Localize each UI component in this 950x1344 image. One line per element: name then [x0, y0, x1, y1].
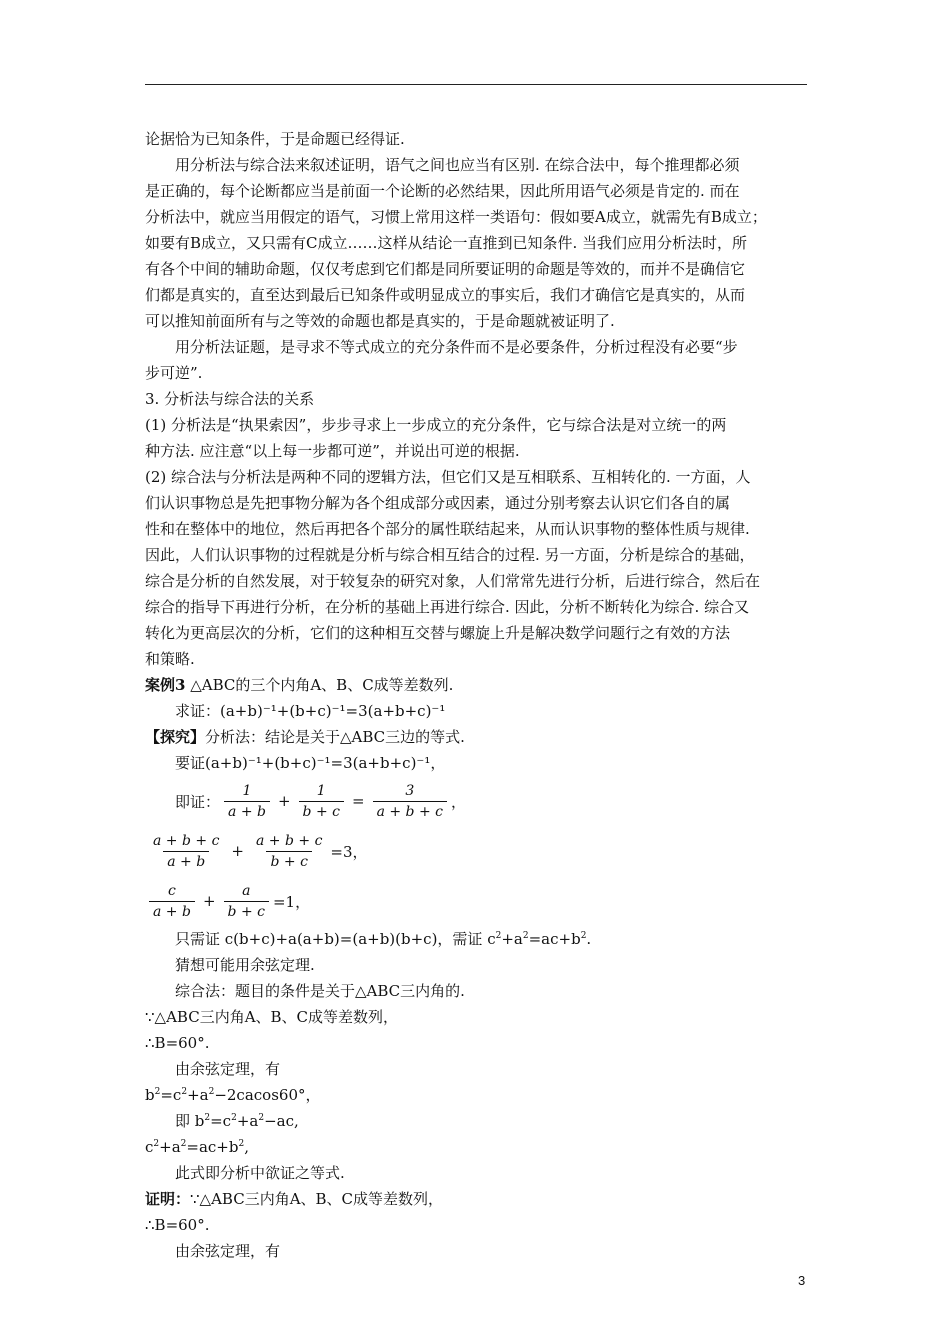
- proof-heading: 证明：∵△ABC三内角A、B、C成等差数列，: [145, 1190, 444, 1208]
- equals-sign: =: [351, 792, 365, 810]
- paragraph-line: 分析法中，就应当用假定的语气，习惯上常用这样一类语句：假如要A成立，就需先有B成立；: [145, 208, 767, 226]
- paragraph-line: 步可逆”.: [145, 364, 203, 382]
- paragraph-line: 性和在整体中的地位，然后再把各个部分的属性联结起来，从而认识事物的整体性质与规律.: [145, 520, 750, 538]
- paragraph-line: 有各个中间的辅助命题，仅仅考虑到它们都是同所要证明的命题是等效的，而并不是确信它: [145, 260, 746, 278]
- fraction-equation-2: [145, 826, 810, 876]
- synthesis-line: 综合法：题目的条件是关于△ABC三内角的.: [175, 982, 465, 1000]
- header-rule: [145, 84, 807, 85]
- therefore-line: ∴B=60°.: [145, 1034, 210, 1052]
- guess-line: 猜想可能用余弦定理.: [175, 956, 315, 974]
- paragraph-line: 和策略.: [145, 650, 195, 668]
- need-to-prove: 要证(a+b)⁻¹+(b+c)⁻¹=3(a+b+c)⁻¹，: [175, 754, 446, 772]
- case-label: 案例3: [145, 676, 186, 694]
- case-text: △ABC的三个内角A、B、C成等差数列.: [185, 676, 454, 694]
- proof-therefore: ∴B=60°.: [145, 1216, 210, 1234]
- plus-sign: +: [231, 842, 244, 860]
- paragraph-line: (1) 分析法是“执果索因”，步步寻求上一步成立的充分条件，它与综合法是对立统一的两: [145, 416, 727, 434]
- paragraph-line: (2) 综合法与分析法是两种不同的逻辑方法，但它们又是互相联系、互相转化的. 一方面，人: [145, 468, 751, 486]
- equation-simplified: 即 $b^2=c^2+a^2-ac$,: [175, 1112, 299, 1130]
- paragraph-line: 因此，人们认识事物的过程就是分析与综合相互结合的过程. 另一方面，分析是综合的基础，: [145, 546, 755, 564]
- fraction: $\frac{1}{a + b}$: [224, 781, 270, 822]
- paragraph-line: 用分析法证题，是寻求不等式成立的充分条件而不是必要条件，分析过程没有必要“步: [175, 338, 738, 356]
- only-need-prove: 只需证 c(b+c)+a(a+b)=(a+b)(b+c)，需证 $c^2+a^2=ac+b^2$.: [175, 930, 592, 948]
- fraction: $\frac{a + b + c}{a + b}$: [153, 832, 220, 870]
- comma: ，: [450, 792, 466, 811]
- paragraph-line: 们认识事物总是先把事物分解为各个组成部分或因素，通过分别考察去认识它们各自的属: [145, 494, 731, 512]
- fraction-equation-3: [145, 876, 810, 926]
- fraction: $\frac{c}{a + b}$: [149, 881, 195, 922]
- page-number: 3: [798, 1273, 806, 1288]
- paragraph-line: 综合是分析的自然发展，对于较复杂的研究对象，人们常常先进行分析，后进行综合，然后在: [145, 572, 761, 590]
- plus-sign: +: [202, 892, 216, 910]
- paragraph-line: 综合的指导下再进行分析，在分析的基础上再进行综合. 因此，分析不断转化为综合. 综合又: [145, 598, 750, 616]
- ie-label: 即证：: [175, 792, 221, 811]
- prove-expression: (a+b)⁻¹+(b+c)⁻¹=3(a+b+c)⁻¹: [220, 702, 446, 720]
- cosine-line: 由余弦定理，有: [175, 1060, 281, 1078]
- fraction: $\frac{a}{b + c}$: [224, 881, 269, 922]
- case-statement: [145, 672, 810, 698]
- document-body: [145, 126, 810, 1264]
- case-prove: [145, 698, 810, 724]
- section-heading: 3. 分析法与综合法的关系: [145, 390, 315, 408]
- paragraph-line: 种方法. 应注意“以上每一步都可逆”，并说出可逆的根据.: [145, 442, 520, 460]
- fraction: $\frac{3}{a + b + c}$: [373, 781, 447, 822]
- fraction: $\frac{a + b + c}{b + c}$: [256, 832, 323, 870]
- paragraph-line: 用分析法与综合法来叙述证明，语气之间也应当有区别. 在综合法中，每个推理都必须: [175, 156, 740, 174]
- paragraph-line: 是正确的，每个论断都应当是前面一个论断的必然结果，因此所用语气必须是肯定的. 而在: [145, 182, 740, 200]
- paragraph-line: 如要有B成立，又只需有C成立……这样从结论一直推到已知条件. 当我们应用分析法时，所: [145, 234, 748, 252]
- paragraph-line: 们都是真实的，直至达到最后已知条件或明显成立的事实后，我们才确信它是真实的，从而: [145, 286, 746, 304]
- because-line: ∵△ABC三内角A、B、C成等差数列，: [145, 1008, 399, 1026]
- plus-sign: +: [277, 792, 291, 810]
- equation-target: $c^2+a^2=ac+b^2$,: [145, 1138, 249, 1156]
- conclusion-line: 此式即分析中欲证之等式.: [175, 1164, 345, 1182]
- equals-three: =3，: [330, 842, 368, 861]
- explore-text: 分析法：结论是关于△ABC三边的等式.: [205, 728, 465, 746]
- fraction: $\frac{1}{b + c}$: [299, 781, 344, 822]
- explore-label: 【探究】: [145, 728, 206, 746]
- equation-law-of-cosines: $b^2=c^2+a^2-2cacos60^\circ$，: [145, 1086, 321, 1104]
- explore-heading: [145, 724, 810, 750]
- prove-label: 求证：: [175, 702, 221, 720]
- paragraph-line: 转化为更高层次的分析，它们的这种相互交替与螺旋上升是解决数学问题行之有效的方法: [145, 624, 731, 642]
- equals-one: =1，: [272, 892, 311, 911]
- fraction-equation-1: [145, 776, 810, 826]
- proof-label: 证明：: [145, 1190, 191, 1208]
- proof-cosine: 由余弦定理，有: [175, 1242, 281, 1260]
- paragraph-line: 可以推知前面所有与之等效的命题也都是真实的，于是命题就被证明了.: [145, 312, 615, 330]
- paragraph-line: 论据恰为已知条件，于是命题已经得证.: [145, 130, 405, 148]
